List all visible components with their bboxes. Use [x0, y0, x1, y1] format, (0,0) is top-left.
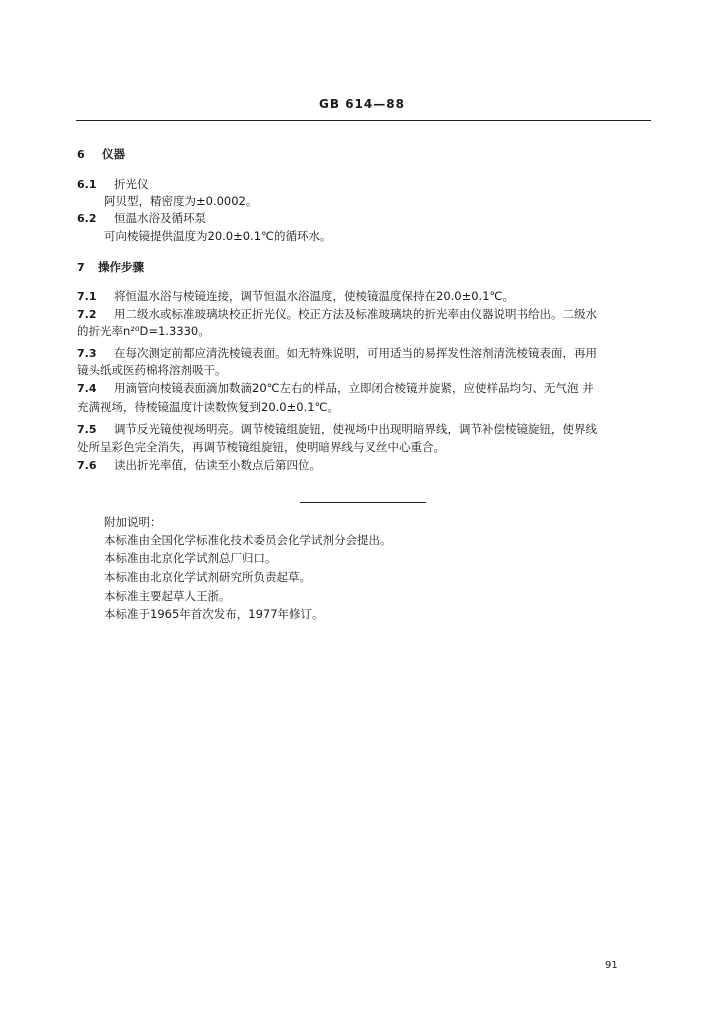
section-7-5-number: 7.5	[77, 423, 97, 436]
section-6-1-body: 阿贝型，精密度为±0.0002。	[104, 194, 258, 208]
section-7-number: 7	[77, 261, 85, 274]
section-7-6-number: 7.6	[77, 459, 97, 472]
section-7-2-line-1: 用二级水或标准玻璃块校正折光仪。校正方法及标准玻璃块的折光率由仪器说明书给出。二级水	[114, 307, 597, 321]
section-7-2-line-2: 的折光率n²⁰D=1.3330。	[77, 324, 210, 338]
section-7-3-line-2: 镜头纸或医药棉将溶剂吸干。	[77, 363, 227, 377]
section-7-2-number: 7.2	[77, 308, 97, 321]
section-6-2-title: 恒温水浴及循环泵	[114, 211, 206, 225]
notes-title: 附加说明：	[104, 515, 162, 529]
note-line: 本标准由全国化学标准化技术委员会化学试剂分会提出。	[104, 533, 392, 547]
section-7-5-line-2: 处所呈彩色完全消失，再调节棱镜组旋钮，使明暗界线与叉丝中心重合。	[77, 440, 445, 454]
separator-rule	[300, 502, 426, 503]
section-6-number: 6	[77, 148, 85, 161]
note-line: 本标准由北京化学试剂总厂归口。	[104, 551, 277, 565]
note-line: 本标准主要起草人王浙。	[104, 589, 231, 603]
section-6-1-title: 折光仪	[114, 177, 149, 191]
standard-code-header: GB 614—88	[319, 97, 405, 111]
section-7-4-number: 7.4	[77, 382, 97, 395]
section-7-6-text: 读出折光率值，估读至小数点后第四位。	[114, 458, 321, 472]
section-7-3-line-1: 在每次测定前都应清洗棱镜表面。如无特殊说明，可用适当的易挥发性溶剂清洗棱镜表面，再用	[114, 346, 597, 360]
section-7-3-number: 7.3	[77, 347, 97, 360]
page-number: 91	[605, 960, 618, 971]
note-line: 本标准于1965年首次发布，1977年修订。	[104, 607, 324, 621]
section-7-4-line-1: 用滴管向棱镜表面滴加数滴20℃左右的样品，立即闭合棱镜并旋紧，应使样品均匀、无气泡 并	[114, 381, 594, 395]
note-line: 本标准由北京化学试剂研究所负责起草。	[104, 570, 311, 584]
section-7-title: 操作步骤	[98, 260, 144, 274]
section-7-4-line-2: 充满视场，待棱镜温度计读数恢复到20.0±0.1℃。	[77, 400, 339, 414]
section-7-1-number: 7.1	[77, 290, 97, 303]
section-6-2-body: 可向棱镜提供温度为20.0±0.1℃的循环水。	[104, 229, 332, 243]
header-rule	[76, 120, 651, 121]
section-7-1-text: 将恒温水浴与棱镜连接，调节恒温水浴温度，使棱镜温度保持在20.0±0.1℃。	[114, 289, 514, 303]
section-6-title: 仪器	[102, 147, 125, 161]
section-7-5-line-1: 调节反光镜使视场明亮。调节棱镜组旋钮，使视场中出现明暗界线，调节补偿棱镜旋钮，使界线	[114, 422, 597, 436]
section-6-2-number: 6.2	[77, 212, 97, 225]
section-6-1-number: 6.1	[77, 178, 97, 191]
